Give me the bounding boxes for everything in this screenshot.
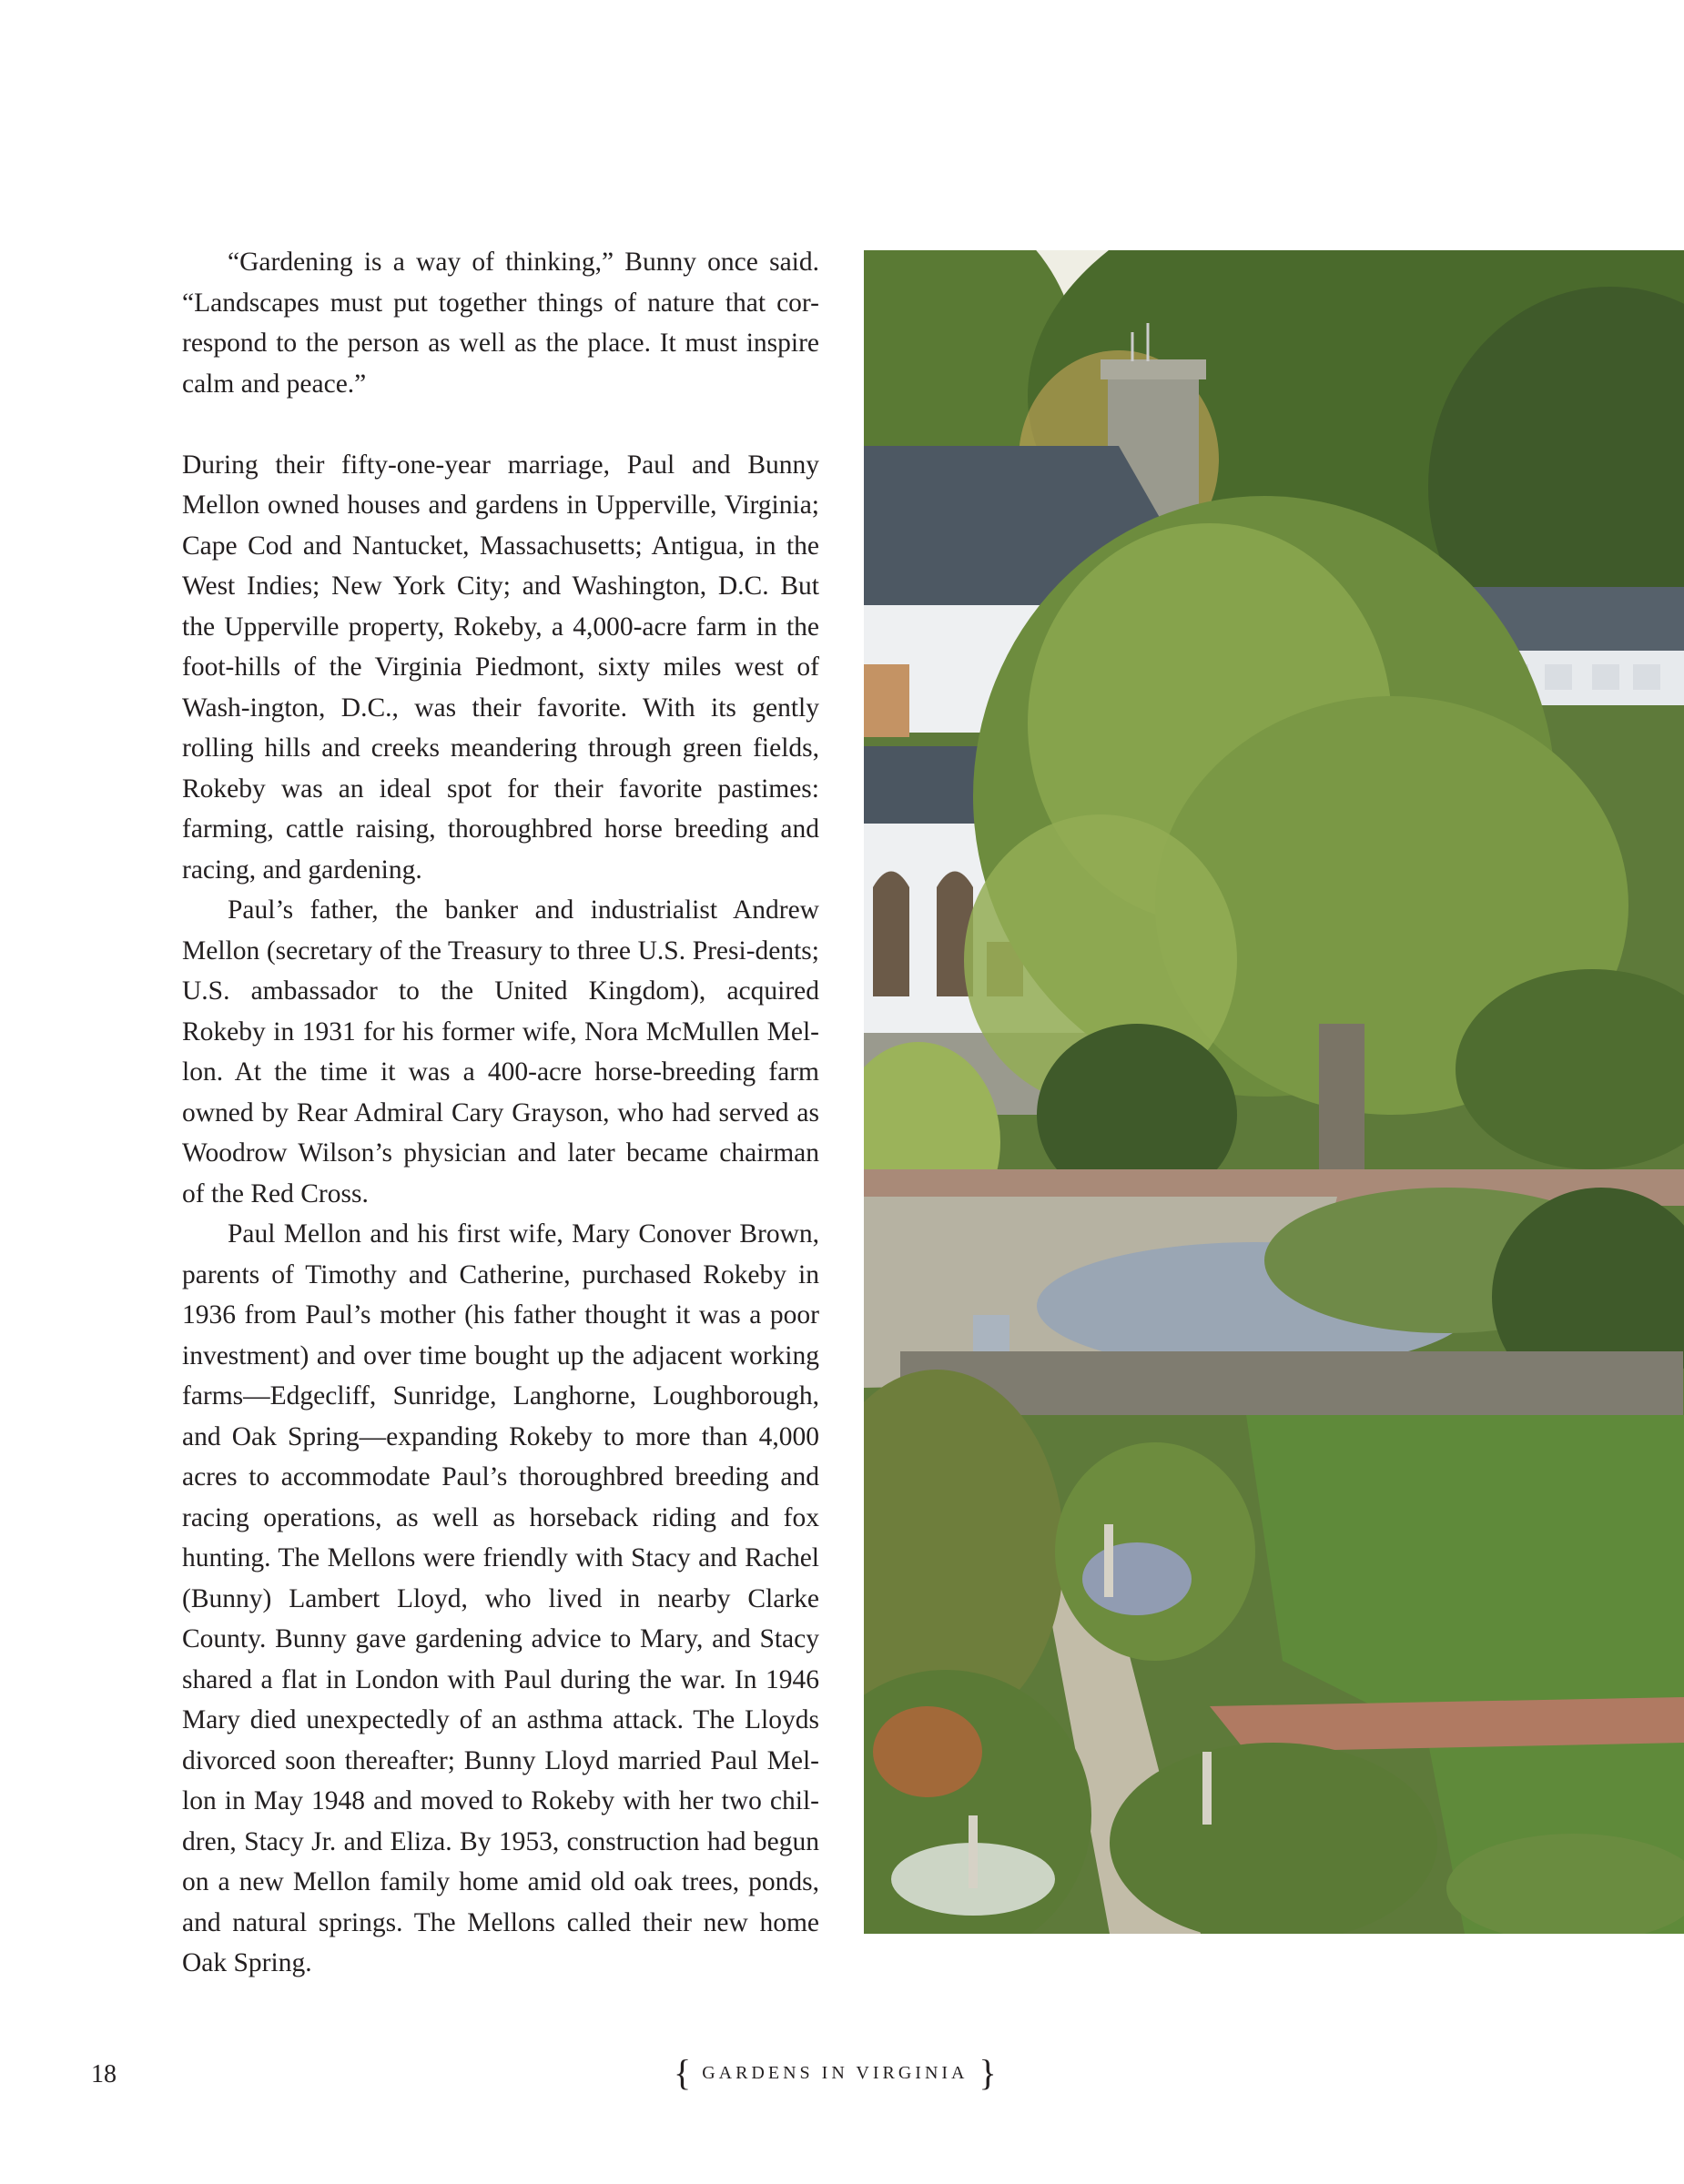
close-brace: } — [979, 2052, 997, 2093]
garden-photo-illustration — [864, 250, 1684, 1934]
paragraph-oak-spring: Paul Mellon and his first wife, Mary Conover Brown, parents of Timothy and Catherine, purchased Rokeby in 1936 from Paul’s mother (his father thought it was a poor investment) and over time bought up the adjacent working farms—Edgecliff, Sunridge, Langhorne, Loughborough, and Oak Spring—expanding Rokeby to more than 4,000 acres to accommodate Paul’s thoroughbred breeding and racing operations, as well as horseback riding and fox hunting. The Mellons were friendly with Stacy and Rachel (Bunny) Lambert Lloyd, who lived in nearby Clarke County. Bunny gave gardening advice to Mary, and Stacy shared a flat in London with Paul during the war. In 1946 Mary died unexpectedly of an asthma attack. The Lloyds divorced soon thereafter; Bunny Lloyd married Paul Mel-lon in May 1948 and moved to Rokeby with her two chil-dren, Stacy Jr. and Eliza. By 1953, construction had begun on a new Mellon family home amid old oak trees, ponds, and natural springs. The Mellons called their new home Oak Spring. — [182, 1219, 819, 1977]
paragraph-marriage: During their fifty-one-year marriage, Paul and Bunny Mellon owned houses and gardens in Upperville, Virginia; Cape Cod and Nantucket, Massachusetts; Antigua, in the West Indies; New York City; and Washington, D.C. But the Upperville property, Rokeby, a 4,000-acre farm in the foot-hills of the Virginia Piedmont, sixty miles west of Wash-ington, D.C., was their favorite. With its gently rolling hills and creeks meandering through green fields, Rokeby was an ideal spot for their favorite pastimes: farming, cattle raising, thoroughbred horse breeding and racing, and gardening. — [182, 450, 819, 885]
book-title: GARDENS IN VIRGINIA — [702, 2062, 969, 2083]
page-number: 18 — [91, 2060, 117, 2088]
paragraph-andrew-mellon: Paul’s father, the banker and industrialist Andrew Mellon (secretary of the Treasury to three U.S. Presi-dents; U.S. ambassador to the United Kingdom), acquired Rokeby in 1931 for his former wife, Nora McMullen Mel-lon. At the time it was a 400-acre horse-breeding farm owned by Rear Admiral Cary Grayson, who had served as Woodrow Wilson’s physician and later became chairman of the Red Cross. — [182, 895, 819, 1208]
paragraph-quote: “Gardening is a way of thinking,” Bunny once said. “Landscapes must put together things of nature that cor-respond to the person as well as the place. It must inspire calm and peace.” — [182, 248, 819, 399]
open-brace: { — [674, 2052, 692, 2093]
body-text — [182, 242, 819, 1984]
garden-photo — [864, 250, 1684, 1934]
running-footer — [674, 2052, 997, 2093]
